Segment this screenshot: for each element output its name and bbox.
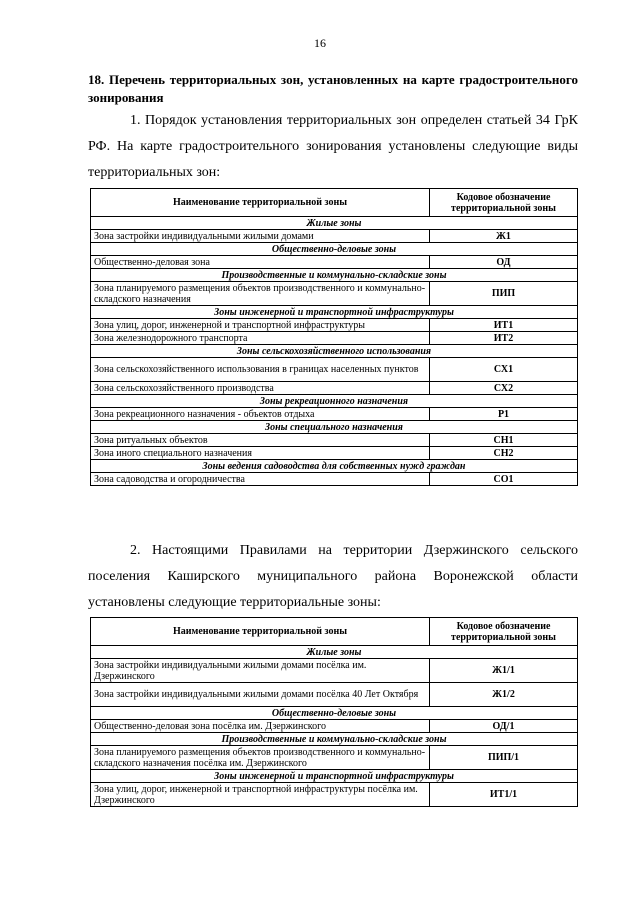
zone-name: Зона улиц, дорог, инженерной и транспортной инфраструктуры посёлка им. Дзержинского bbox=[91, 783, 430, 807]
zone-name: Общественно-деловая зона посёлка им. Дзержинского bbox=[91, 720, 430, 733]
table-row bbox=[91, 447, 578, 460]
zone-category: Зоны инженерной и транспортной инфраструктуры bbox=[91, 770, 578, 783]
zone-category: Жилые зоны bbox=[91, 646, 578, 659]
zone-code: ОД/1 bbox=[430, 720, 578, 733]
zone-code: СХ1 bbox=[430, 358, 578, 382]
header-zone-name: Наименование территориальной зоны bbox=[91, 189, 430, 217]
zone-code: ИТ2 bbox=[430, 332, 578, 345]
zone-name: Зона планируемого размещения объектов производственного и коммунально-складского назначения посёлка им. Дзержинского bbox=[91, 746, 430, 770]
zone-code: ИТ1 bbox=[430, 319, 578, 332]
zone-name: Зона сельскохозяйственного использования в границах населенных пунктов bbox=[91, 358, 430, 382]
zone-name: Зона застройки индивидуальными жилыми домами посёлка 40 Лет Октября bbox=[91, 683, 430, 707]
paragraph-2: 2. Настоящими Правилами на территории Дзержинского сельского поселения Каширского муниципального района Воронежской области установлены следующие территориальные зоны: bbox=[88, 543, 578, 610]
zone-code: Р1 bbox=[430, 408, 578, 421]
table-header-row bbox=[91, 618, 578, 646]
category-row bbox=[91, 646, 578, 659]
zones-table-settlement bbox=[90, 617, 578, 807]
zone-name: Зона застройки индивидуальными жилыми домами bbox=[91, 230, 430, 243]
zone-code: СН1 bbox=[430, 434, 578, 447]
zone-name: Зона железнодорожного транспорта bbox=[91, 332, 430, 345]
header-zone-code: Кодовое обозначение территориальной зоны bbox=[430, 618, 578, 646]
category-row bbox=[91, 269, 578, 282]
table-row bbox=[91, 746, 578, 770]
table-row bbox=[91, 683, 578, 707]
table-row bbox=[91, 720, 578, 733]
paragraph-1: 1. Порядок установления территориальных зон определен статьей 34 ГрК РФ. На карте градостроительного зонирования установлены следующие виды территориальных зон: bbox=[88, 113, 578, 180]
category-row bbox=[91, 395, 578, 408]
table-row bbox=[91, 783, 578, 807]
zone-name: Зона иного специального назначения bbox=[91, 447, 430, 460]
table-header-row bbox=[91, 189, 578, 217]
zone-name: Зона планируемого размещения объектов производственного и коммунально-складского назначения bbox=[91, 282, 430, 306]
zone-category: Производственные и коммунально-складские зоны bbox=[91, 269, 578, 282]
zone-code: ОД bbox=[430, 256, 578, 269]
zone-code: СН2 bbox=[430, 447, 578, 460]
zone-category: Общественно-деловые зоны bbox=[91, 243, 578, 256]
zone-category: Зоны инженерной и транспортной инфраструктуры bbox=[91, 306, 578, 319]
zone-code: Ж1/1 bbox=[430, 659, 578, 683]
table-row bbox=[91, 282, 578, 306]
section-heading: 18. Перечень территориальных зон, установленных на карте градостроительного зонирования bbox=[88, 72, 578, 105]
zone-name: Зона сельскохозяйственного производства bbox=[91, 382, 430, 395]
zone-code: ПИП bbox=[430, 282, 578, 306]
category-row bbox=[91, 733, 578, 746]
zone-name: Общественно-деловая зона bbox=[91, 256, 430, 269]
category-row bbox=[91, 217, 578, 230]
zone-category: Зоны сельскохозяйственного использования bbox=[91, 345, 578, 358]
category-row bbox=[91, 770, 578, 783]
zone-category: Зоны ведения садоводства для собственных нужд граждан bbox=[91, 460, 578, 473]
zone-name: Зона застройки индивидуальными жилыми домами посёлка им. Дзержинского bbox=[91, 659, 430, 683]
category-row bbox=[91, 460, 578, 473]
category-row bbox=[91, 421, 578, 434]
table-row bbox=[91, 319, 578, 332]
zone-code: Ж1 bbox=[430, 230, 578, 243]
zone-name: Зона садоводства и огородничества bbox=[91, 473, 430, 486]
table-row bbox=[91, 358, 578, 382]
table-row bbox=[91, 230, 578, 243]
page-number: 16 bbox=[314, 36, 326, 50]
table-row bbox=[91, 659, 578, 683]
zone-code: ПИП/1 bbox=[430, 746, 578, 770]
table-row bbox=[91, 473, 578, 486]
zone-code: Ж1/2 bbox=[430, 683, 578, 707]
zone-code: ИТ1/1 bbox=[430, 783, 578, 807]
zones-table-general bbox=[90, 188, 578, 486]
zone-category: Зоны специального назначения bbox=[91, 421, 578, 434]
header-zone-code: Кодовое обозначение территориальной зоны bbox=[430, 189, 578, 217]
table-row bbox=[91, 256, 578, 269]
zone-category: Зоны рекреационного назначения bbox=[91, 395, 578, 408]
zone-code: СО1 bbox=[430, 473, 578, 486]
table-row bbox=[91, 382, 578, 395]
zone-name: Зона улиц, дорог, инженерной и транспортной инфраструктуры bbox=[91, 319, 430, 332]
table-row bbox=[91, 332, 578, 345]
category-row bbox=[91, 243, 578, 256]
header-zone-name: Наименование территориальной зоны bbox=[91, 618, 430, 646]
zone-name: Зона рекреационного назначения - объектов отдыха bbox=[91, 408, 430, 421]
zone-code: СХ2 bbox=[430, 382, 578, 395]
table-row bbox=[91, 434, 578, 447]
zone-category: Общественно-деловые зоны bbox=[91, 707, 578, 720]
table-row bbox=[91, 408, 578, 421]
category-row bbox=[91, 306, 578, 319]
zone-category: Производственные и коммунально-складские зоны bbox=[91, 733, 578, 746]
category-row bbox=[91, 345, 578, 358]
zone-category: Жилые зоны bbox=[91, 217, 578, 230]
category-row bbox=[91, 707, 578, 720]
zone-name: Зона ритуальных объектов bbox=[91, 434, 430, 447]
